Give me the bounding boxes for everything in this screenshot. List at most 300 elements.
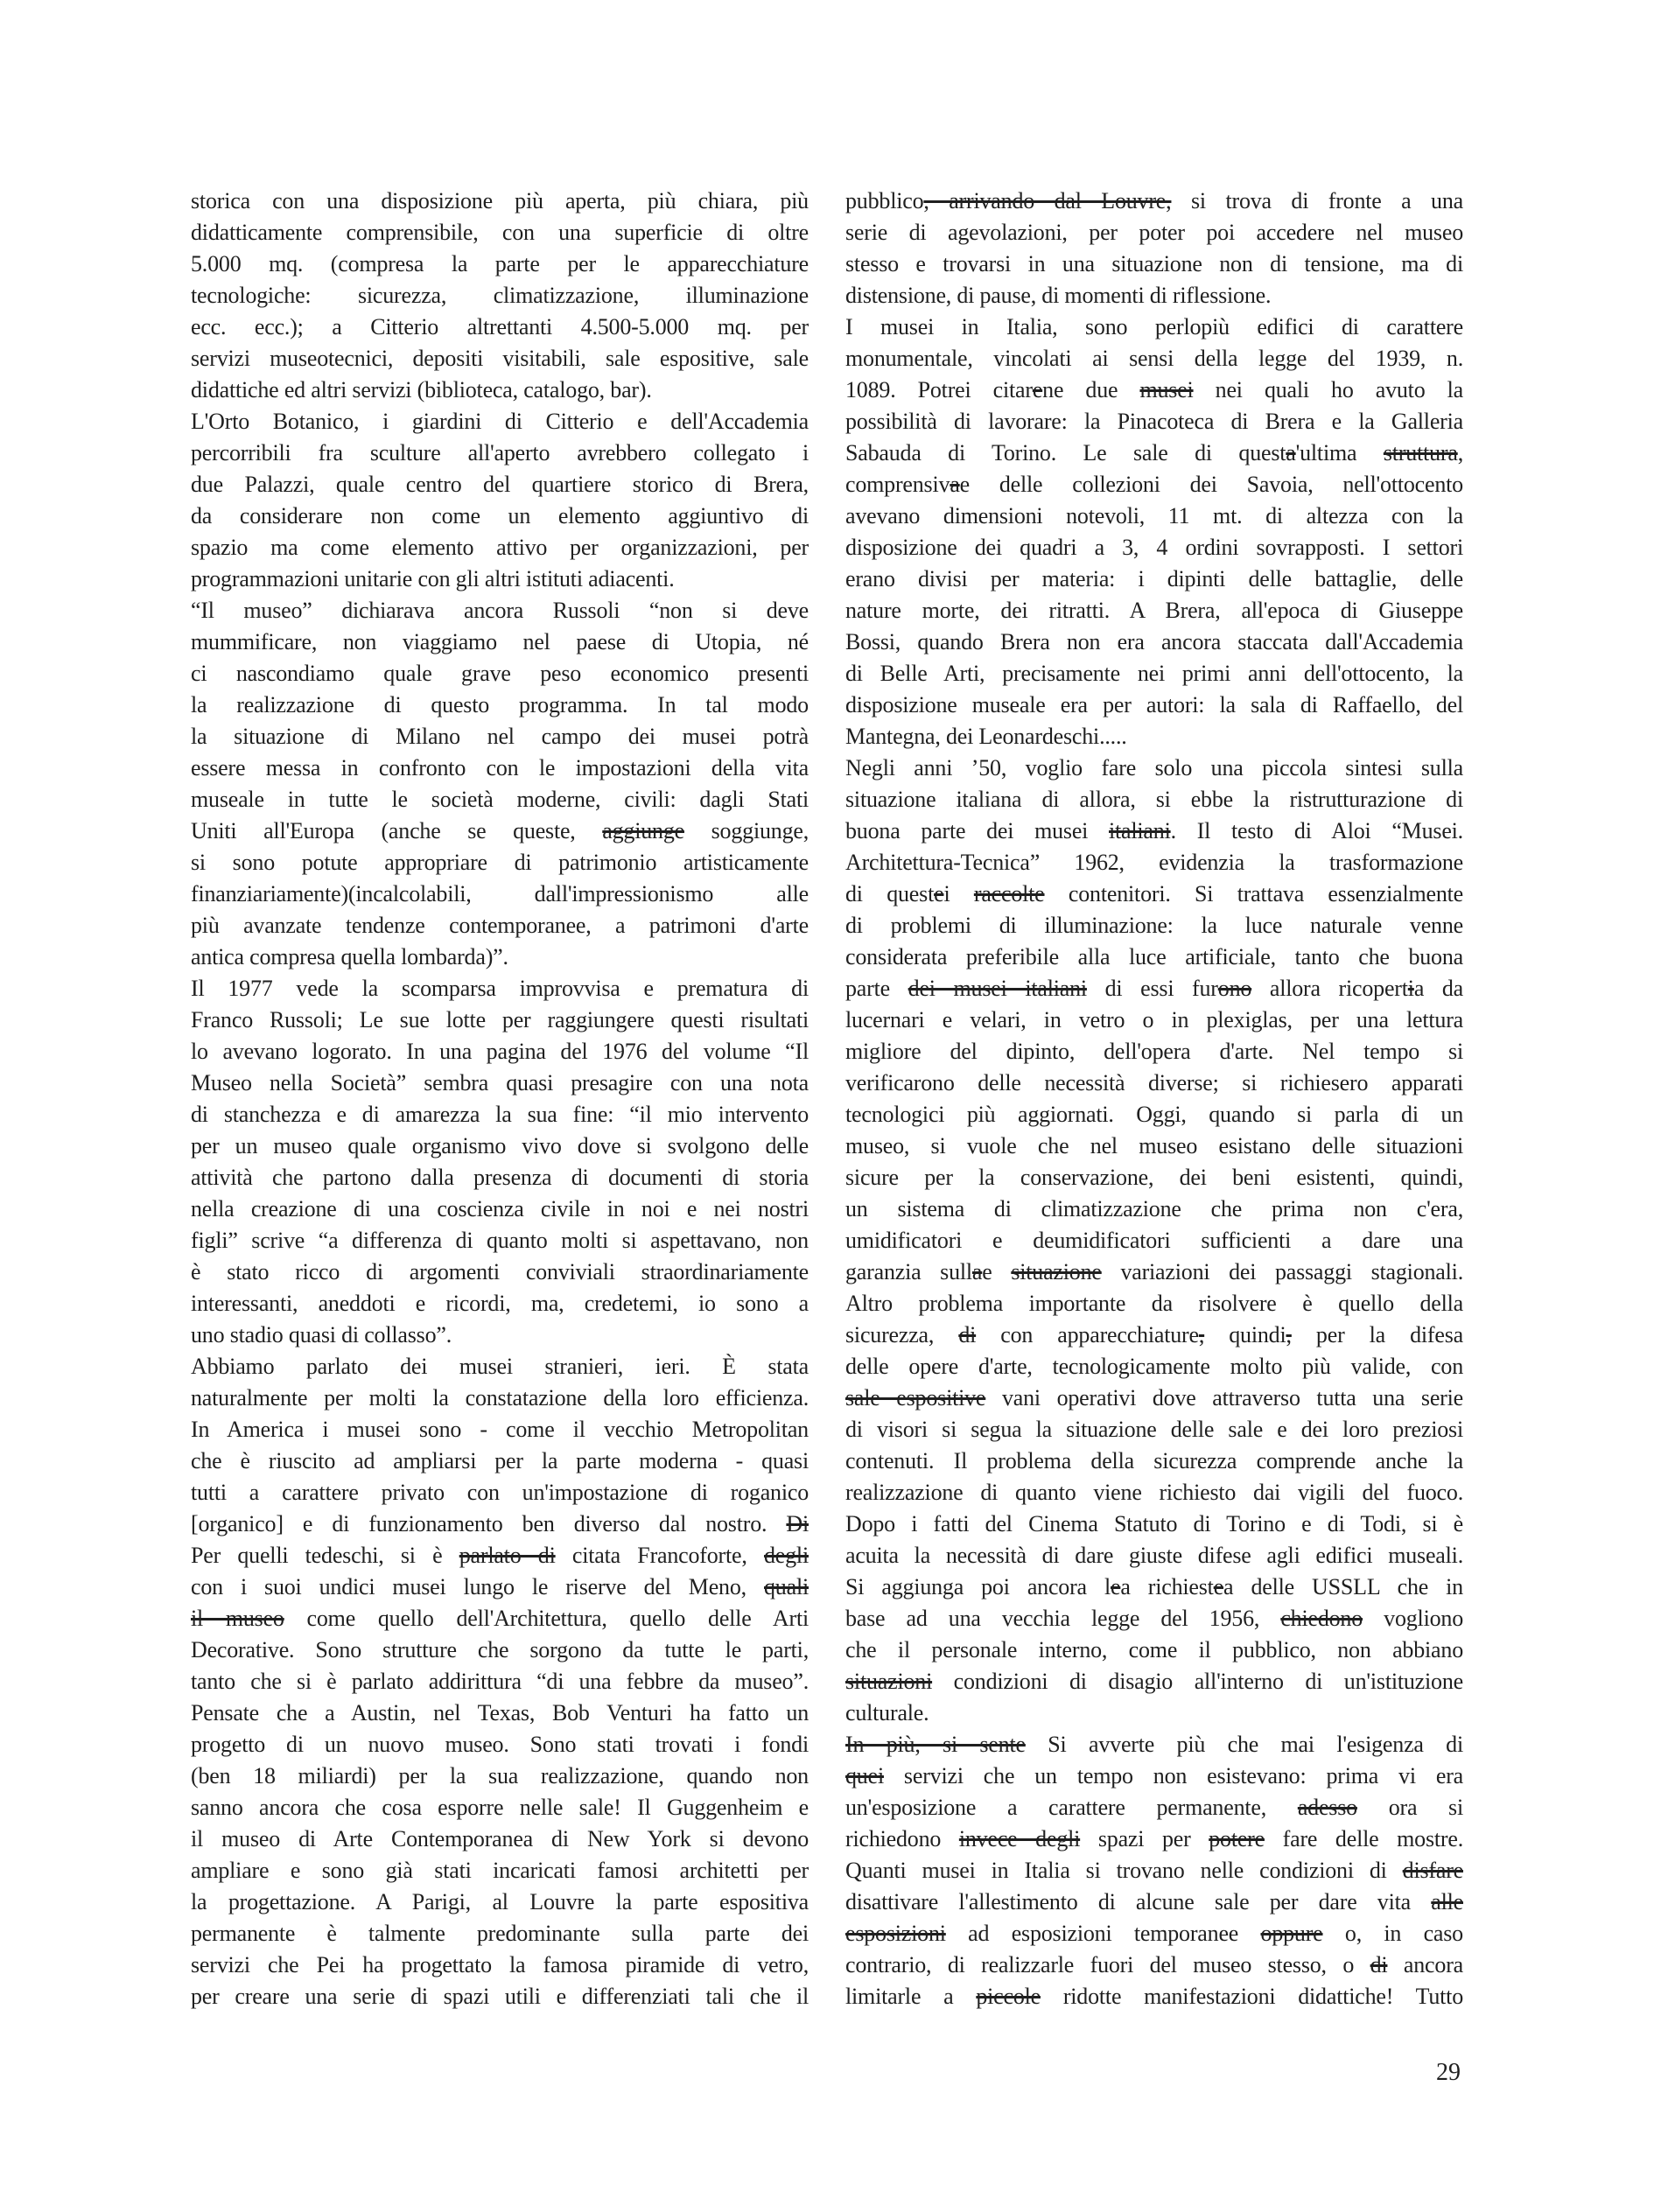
- text-line: [845, 564, 1463, 595]
- text-line: [845, 343, 1463, 374]
- text-segment: nei quali ho avuto la: [1193, 377, 1463, 402]
- text-segment: umidificatori e deumidificatori sufficienti a dare una: [845, 1228, 1463, 1253]
- right-column: [845, 186, 1463, 2012]
- text-segment: base ad una vecchia legge del 1956,: [845, 1606, 1281, 1631]
- struck-text-segment: alle: [1431, 1889, 1463, 1914]
- text-segment: percorribili fra sculture all'aperto avrebbero collegato i: [191, 440, 809, 466]
- text-line: [845, 1288, 1463, 1320]
- text-segment: storica con una disposizione più aperta, più chiara, più: [191, 188, 809, 214]
- text-segment: Si avverte più che mai l'esigenza di: [1025, 1732, 1463, 1757]
- text-line: [191, 406, 809, 438]
- text-line: [845, 658, 1463, 690]
- text-line: [845, 847, 1463, 878]
- text-segment: “Il museo” dichiarava ancora Russoli “non si deve: [191, 598, 809, 623]
- text-line: [845, 973, 1463, 1004]
- text-line: [845, 1320, 1463, 1351]
- text-segment: spazi per: [1080, 1826, 1209, 1852]
- text-line: [191, 532, 809, 564]
- text-line: [845, 532, 1463, 564]
- text-segment: pubblico: [845, 188, 924, 214]
- text-segment: didatticamente comprensibile, con una superficie di oltre: [191, 220, 809, 245]
- text-line: [191, 1351, 809, 1382]
- text-segment: Il 1977 vede la scomparsa improvvisa e prematura di: [191, 976, 809, 1001]
- text-line: [845, 910, 1463, 942]
- text-segment: soggiunge,: [683, 818, 809, 844]
- text-line: [191, 690, 809, 721]
- text-line: [191, 564, 809, 595]
- text-segment: tecnologiche: sicurezza, climatizzazione, illuminazione: [191, 283, 809, 308]
- struck-text-segment: oppure: [1260, 1921, 1323, 1946]
- text-line: [191, 186, 809, 217]
- text-segment: ,: [1457, 440, 1463, 466]
- text-segment: verificarono delle necessità diverse; si richiesero apparati: [845, 1070, 1463, 1096]
- text-segment: si sono potute appropriare di patrimonio artisticamente: [191, 850, 809, 875]
- struck-text-segment: adesso: [1297, 1795, 1357, 1820]
- text-segment: culturale.: [845, 1700, 929, 1726]
- text-segment: fare delle mostre.: [1264, 1826, 1463, 1852]
- text-segment: mummificare, non viaggiamo nel paese di Utopia, né: [191, 629, 809, 654]
- text-line: [845, 1950, 1463, 1981]
- text-line: [845, 1572, 1463, 1603]
- text-line: [191, 1068, 809, 1099]
- text-line: [845, 406, 1463, 438]
- text-line: [191, 1824, 809, 1855]
- text-segment: per un museo quale organismo vivo dove si svolgono delle: [191, 1133, 809, 1158]
- text-line: [845, 752, 1463, 784]
- text-segment: come quello dell'Architettura, quello delle Arti: [284, 1606, 809, 1631]
- text-segment: I musei in Italia, sono perlopiù edifici di carattere: [845, 314, 1463, 340]
- struck-text-segment: esposizioni: [845, 1921, 946, 1946]
- text-segment: Pensate che a Austin, nel Texas, Bob Venturi ha fatto un: [191, 1700, 809, 1726]
- text-segment: museo, si vuole che nel museo esistano delle situazioni: [845, 1133, 1463, 1158]
- struck-text-segment: ,: [1286, 1322, 1292, 1348]
- text-segment: servizi che Pei ha progettato la famosa piramide di vetro,: [191, 1952, 809, 1978]
- text-segment: di problemi di illuminazione: la luce naturale venne: [845, 913, 1463, 938]
- text-line: [191, 1540, 809, 1572]
- text-segment: i: [943, 881, 974, 906]
- text-line: [845, 1477, 1463, 1508]
- text-segment: a delle USSLL che in: [1223, 1574, 1463, 1600]
- text-line: [191, 1162, 809, 1194]
- text-segment: Abbiamo parlato dei musei stranieri, ieri. È stata: [191, 1354, 809, 1379]
- text-segment: richiedono: [845, 1826, 959, 1852]
- text-segment: serie di agevolazioni, per poter poi accedere nel museo: [845, 220, 1463, 245]
- text-line: [845, 878, 1463, 910]
- text-line: [845, 312, 1463, 343]
- text-segment: condizioni di disagio all'interno di un'istituzione: [932, 1669, 1463, 1694]
- text-segment: contrario, di realizzarle fuori del museo stesso, o: [845, 1952, 1370, 1978]
- text-segment: 1089. Potrei citar: [845, 377, 1033, 402]
- text-segment: ancora: [1387, 1952, 1463, 1978]
- text-line: [191, 816, 809, 847]
- text-line: [191, 1698, 809, 1729]
- text-segment: la situazione di Milano nel campo dei musei potrà: [191, 724, 809, 749]
- text-segment: contenitori. Si trattava essenzialmente: [1044, 881, 1464, 906]
- text-line: [191, 1225, 809, 1256]
- text-segment: tutti a carattere privato con un'impostazione di roganico: [191, 1480, 809, 1505]
- struck-text-segment: dei musei italiani: [908, 976, 1087, 1001]
- text-segment: sanno ancora che cosa esporre nelle sale! Il Guggenheim e: [191, 1795, 809, 1820]
- text-segment: distensione, di pause, di momenti di riflessione.: [845, 283, 1272, 308]
- struck-text-segment: italiani: [1109, 818, 1171, 844]
- text-line: [191, 626, 809, 658]
- text-line: [191, 217, 809, 248]
- text-segment: tanto che si è parlato addirittura “di una febbre da museo”.: [191, 1669, 809, 1694]
- text-line: [191, 910, 809, 942]
- text-segment: limitarle a: [845, 1984, 977, 2009]
- text-line: [191, 1981, 809, 2012]
- text-segment: naturalmente per molti la constatazione della loro efficienza.: [191, 1385, 809, 1410]
- text-segment: nature morte, dei ritratti. A Brera, all'epoca di Giuseppe: [845, 598, 1463, 623]
- struck-text-segment: di: [1370, 1952, 1388, 1978]
- text-segment: Quanti musei in Italia si trovano nelle condizioni di: [845, 1858, 1403, 1883]
- text-segment: lo avevano logorato. In una pagina del 1976 del volume “Il: [191, 1039, 809, 1064]
- text-line: [191, 1099, 809, 1130]
- text-segment: a richiest: [1120, 1574, 1214, 1600]
- text-segment: Sabauda di Torino. Le sale di quest: [845, 440, 1286, 466]
- text-segment: programmazioni unitarie con gli altri istituti adiacenti.: [191, 566, 675, 592]
- text-segment: con apparecchiature: [976, 1322, 1199, 1348]
- text-line: [191, 1256, 809, 1288]
- text-segment: che il personale interno, come il pubblico, non abbiano: [845, 1637, 1463, 1662]
- struck-text-segment: situazioni: [845, 1669, 933, 1694]
- struck-text-segment: struttura: [1383, 440, 1458, 466]
- text-segment: di Belle Arti, precisamente nei primi anni dell'ottocento, la: [845, 661, 1463, 686]
- text-segment: didattiche ed altri servizi (biblioteca, catalogo, bar).: [191, 377, 652, 402]
- text-segment: ad esposizioni temporanee: [945, 1921, 1261, 1946]
- text-segment: da considerare non come un elemento aggiuntivo di: [191, 503, 809, 528]
- text-line: [845, 1130, 1463, 1162]
- text-segment: L'Orto Botanico, i giardini di Citterio e dell'Accademia: [191, 409, 809, 434]
- struck-text-segment: invece degli: [958, 1826, 1081, 1852]
- text-segment: stesso e trovarsi in una situazione non di tensione, ma di: [845, 251, 1463, 276]
- text-segment: ridotte manifestazioni didattiche! Tutto: [1040, 1984, 1463, 2009]
- text-line: [845, 1351, 1463, 1382]
- text-segment: disattivare l'allestimento di alcune sale per dare vita: [845, 1889, 1432, 1914]
- text-line: [191, 1036, 809, 1068]
- text-line: [191, 1729, 809, 1760]
- struck-text-segment: sale espositive: [845, 1385, 986, 1410]
- struck-text-segment: parlato di: [459, 1543, 556, 1568]
- text-line: [845, 595, 1463, 626]
- text-line: [845, 1194, 1463, 1225]
- text-line: [845, 469, 1463, 500]
- struck-text-segment: e: [1111, 1574, 1121, 1600]
- text-segment: Per quelli tedeschi, si è: [191, 1543, 459, 1568]
- text-line: [845, 1162, 1463, 1194]
- text-segment: di quest: [845, 881, 935, 906]
- text-segment: figli” scrive “a differenza di quanto molti si aspettavano, non: [191, 1228, 809, 1253]
- text-line: [845, 1855, 1463, 1886]
- text-line: [191, 784, 809, 816]
- text-line: [191, 1603, 809, 1634]
- text-segment: interessanti, aneddoti e ricordi, ma, credetemi, io sono a: [191, 1291, 809, 1316]
- text-line: [191, 343, 809, 374]
- struck-text-segment: i: [1407, 976, 1414, 1001]
- text-segment: un'esposizione a carattere permanente,: [845, 1795, 1298, 1820]
- text-line: [191, 1760, 809, 1792]
- text-segment: delle opere d'arte, tecnologicamente molto più valide, con: [845, 1354, 1463, 1379]
- text-segment: avevano dimensioni notevoli, 11 mt. di altezza con la: [845, 503, 1463, 528]
- text-line: [191, 1634, 809, 1666]
- text-line: [191, 847, 809, 878]
- text-line: [845, 784, 1463, 816]
- text-line: [191, 1414, 809, 1446]
- struck-text-segment: musei: [1139, 377, 1194, 402]
- text-segment: monumentale, vincolati ai sensi della legge del 1939, n.: [845, 346, 1463, 371]
- text-segment: garanzia sull: [845, 1259, 972, 1284]
- struck-text-segment: e: [1032, 377, 1043, 402]
- text-segment: Bossi, quando Brera non era ancora staccata dall'Accademia: [845, 629, 1463, 654]
- text-line: [191, 595, 809, 626]
- struck-text-segment: quei: [845, 1763, 884, 1788]
- text-line: [191, 374, 809, 406]
- text-line: [845, 1508, 1463, 1540]
- text-line: [845, 1886, 1463, 1918]
- text-segment: 5.000 mq. (compresa la parte per le apparecchiature: [191, 251, 809, 276]
- text-line: [845, 1918, 1463, 1950]
- text-line: [191, 1950, 809, 1981]
- text-segment: (ben 18 miliardi) per la sua realizzazione, quando non: [191, 1763, 809, 1788]
- text-line: [191, 752, 809, 784]
- text-line: [845, 217, 1463, 248]
- struck-text-segment: Di: [786, 1511, 809, 1536]
- left-column: [191, 186, 809, 2012]
- text-segment: ci nascondiamo quale grave peso economico presenti: [191, 661, 809, 686]
- text-segment: con i suoi undici musei lungo le riserve del Meno,: [191, 1574, 764, 1600]
- text-segment: sicure per la conservazione, dei beni esistenti, quindi,: [845, 1165, 1463, 1190]
- text-segment: Decorative. Sono strutture che sorgono da tutte le parti,: [191, 1637, 809, 1662]
- text-segment: variazioni dei passaggi stagionali.: [1101, 1259, 1463, 1284]
- text-line: [845, 816, 1463, 847]
- text-segment: citata Francoforte,: [555, 1543, 764, 1568]
- text-segment: è stato ricco di argomenti conviviali straordinariamente: [191, 1259, 809, 1284]
- struck-text-segment: raccolte: [973, 881, 1045, 906]
- text-segment: Architettura-Tecnica” 1962, evidenzia la trasformazione: [845, 850, 1463, 875]
- text-segment: . Il testo di Aloi “Musei.: [1170, 818, 1463, 844]
- text-line: [845, 186, 1463, 217]
- text-segment: allora ricopert: [1251, 976, 1408, 1001]
- text-line: [845, 1760, 1463, 1792]
- text-segment: per la difesa: [1291, 1322, 1463, 1348]
- struck-text-segment: situazione: [1011, 1259, 1102, 1284]
- struck-text-segment: In più, si sente: [845, 1732, 1026, 1757]
- text-line: [845, 1414, 1463, 1446]
- text-segment: progetto di un nuovo museo. Sono stati trovati i fondi: [191, 1732, 809, 1757]
- text-segment: uno stadio quasi di collasso”.: [191, 1322, 452, 1348]
- struck-text-segment: potere: [1209, 1826, 1265, 1852]
- text-line: [845, 1981, 1463, 2012]
- text-segment: disposizione dei quadri a 3, 4 ordini sovrapposti. I settori: [845, 535, 1463, 560]
- text-line: [191, 878, 809, 910]
- text-segment: Franco Russoli; Le sue lotte per raggiungere questi risultati: [191, 1007, 809, 1032]
- text-segment: servizi che un tempo non esistevano: prima vi era: [883, 1763, 1463, 1788]
- text-segment: essere messa in confronto con le impostazioni della vita: [191, 755, 809, 780]
- text-segment: a da: [1413, 976, 1464, 1001]
- text-line: [845, 248, 1463, 280]
- text-line: [191, 1130, 809, 1162]
- struck-text-segment: il museo: [191, 1606, 284, 1631]
- text-line: [845, 1256, 1463, 1288]
- text-line: [191, 1666, 809, 1698]
- text-segment: si trova di fronte a una: [1171, 188, 1463, 214]
- struck-text-segment: e: [934, 881, 944, 906]
- text-segment: la progettazione. A Parigi, al Louvre la parte espositiva: [191, 1889, 809, 1914]
- text-line: [191, 1320, 809, 1351]
- text-segment: considerata preferibile alla luce artificiale, tanto che buona: [845, 944, 1463, 970]
- text-line: [191, 248, 809, 280]
- text-segment: Altro problema importante da risolvere è quello della: [845, 1291, 1463, 1316]
- text-segment: di essi fur: [1086, 976, 1218, 1001]
- text-segment: vani operativi dove attraverso tutta una serie: [985, 1385, 1463, 1410]
- text-line: [191, 658, 809, 690]
- text-line: [845, 690, 1463, 721]
- text-line: [191, 1004, 809, 1036]
- text-segment: ne due: [1042, 377, 1140, 402]
- text-segment: spazio ma come elemento attivo per organizzazioni, per: [191, 535, 809, 560]
- text-line: [191, 721, 809, 752]
- text-segment: permanente è talmente predominante sulla parte dei: [191, 1921, 809, 1946]
- text-segment: Si aggiunga poi ancora l: [845, 1574, 1111, 1600]
- text-segment: attività che partono dalla presenza di documenti di storia: [191, 1165, 809, 1190]
- text-segment: Mantegna, dei Leonardeschi.....: [845, 724, 1127, 749]
- text-segment: ampliare e sono già stati incaricati famosi architetti per: [191, 1858, 809, 1883]
- text-segment: finanziariamente)(incalcolabili, dall'impressionismo alle: [191, 881, 809, 906]
- text-segment: più avanzate tendenze contemporanee, a patrimoni d'arte: [191, 913, 809, 938]
- text-segment: museale in tutte le società moderne, civili: dagli Stati: [191, 787, 809, 812]
- text-segment: o, in caso: [1322, 1921, 1463, 1946]
- text-line: [845, 1792, 1463, 1824]
- text-line: [845, 942, 1463, 973]
- text-segment: sicurezza,: [845, 1322, 959, 1348]
- text-line: [191, 942, 809, 973]
- struck-text-segment: degli: [763, 1543, 809, 1568]
- text-line: [845, 1603, 1463, 1634]
- text-line: [191, 1918, 809, 1950]
- text-line: [191, 1194, 809, 1225]
- text-line: [845, 1446, 1463, 1477]
- text-line: [191, 1886, 809, 1918]
- text-line: [845, 374, 1463, 406]
- text-segment: disposizione museale era per autori: la sala di Raffaello, del: [845, 692, 1463, 718]
- struck-text-segment: a: [950, 472, 960, 497]
- struck-text-segment: a: [1286, 440, 1296, 466]
- text-line: [845, 1729, 1463, 1760]
- text-segment: migliore del dipinto, dell'opera d'arte. Nel tempo si: [845, 1039, 1463, 1064]
- text-segment: Negli anni ’50, voglio fare solo una piccola sintesi sulla: [845, 755, 1463, 780]
- struck-text-segment: ,: [1198, 1322, 1205, 1348]
- text-segment: ecc. ecc.); a Citterio altrettanti 4.500-5.000 mq. per: [191, 314, 809, 340]
- text-line: [191, 1855, 809, 1886]
- text-line: [845, 1698, 1463, 1729]
- text-segment: che è riuscito ad ampliarsi per la parte moderna - quasi: [191, 1448, 809, 1474]
- text-segment: il museo di Arte Contemporanea di New York si devono: [191, 1826, 809, 1852]
- text-segment: ora si: [1356, 1795, 1463, 1820]
- text-line: [845, 1068, 1463, 1099]
- struck-text-segment: chiedono: [1280, 1606, 1363, 1631]
- text-segment: Dopo i fatti del Cinema Statuto di Torino e di Todi, si è: [845, 1511, 1463, 1536]
- text-segment: contenuti. Il problema della sicurezza comprende anche la: [845, 1448, 1463, 1474]
- text-line: [845, 280, 1463, 312]
- text-line: [845, 1382, 1463, 1414]
- text-line: [191, 973, 809, 1004]
- text-segment: tecnologici più aggiornati. Oggi, quando si parla di un: [845, 1102, 1463, 1127]
- text-line: [191, 1288, 809, 1320]
- text-segment: buona parte dei musei: [845, 818, 1109, 844]
- text-segment: un sistema di climatizzazione che prima non c'era,: [845, 1196, 1463, 1222]
- struck-text-segment: disfare: [1402, 1858, 1463, 1883]
- text-line: [845, 721, 1463, 752]
- text-line: [845, 1036, 1463, 1068]
- text-line: [191, 1446, 809, 1477]
- text-segment: servizi museotecnici, depositi visitabili, sale espositive, sale: [191, 346, 809, 371]
- text-line: [191, 312, 809, 343]
- text-line: [845, 1666, 1463, 1698]
- text-line: [845, 500, 1463, 532]
- struck-text-segment: di: [958, 1322, 977, 1348]
- text-line: [845, 1824, 1463, 1855]
- struck-text-segment: aggiunge: [602, 818, 684, 844]
- text-segment: 'ultima: [1295, 440, 1384, 466]
- text-line: [191, 500, 809, 532]
- text-line: [191, 280, 809, 312]
- text-segment: realizzazione di quanto viene richiesto dai vigili del fuoco.: [845, 1480, 1463, 1505]
- text-line: [191, 1792, 809, 1824]
- text-segment: situazione italiana di allora, si ebbe la ristrutturazione di: [845, 787, 1463, 812]
- text-segment: quindi: [1204, 1322, 1286, 1348]
- text-line: [845, 1540, 1463, 1572]
- struck-text-segment: a: [971, 1259, 983, 1284]
- text-segment: due Palazzi, quale centro del quartiere storico di Brera,: [191, 472, 809, 497]
- text-segment: In America i musei sono - come il vecchio Metropolitan: [191, 1417, 809, 1442]
- text-segment: e delle collezioni dei Savoia, nell'ottocento: [959, 472, 1463, 497]
- struck-text-segment: , arrivando dal Louvre,: [923, 188, 1172, 214]
- page-number: 29: [1436, 2059, 1461, 2086]
- struck-text-segment: piccole: [976, 1984, 1041, 2009]
- text-line: [191, 1572, 809, 1603]
- text-line: [191, 1382, 809, 1414]
- text-line: [845, 626, 1463, 658]
- text-segment: [organico] e di funzionamento ben diverso dal nostro.: [191, 1511, 787, 1536]
- text-line: [845, 438, 1463, 469]
- text-line: [191, 1477, 809, 1508]
- text-segment: vogliono: [1363, 1606, 1464, 1631]
- text-line: [845, 1099, 1463, 1130]
- text-segment: parte: [845, 976, 908, 1001]
- text-line: [191, 1508, 809, 1540]
- text-segment: di stanchezza e di amarezza la sua fine: “il mio intervento: [191, 1102, 809, 1127]
- text-segment: possibilità di lavorare: la Pinacoteca di Brera e la Galleria: [845, 409, 1463, 434]
- text-line: [191, 469, 809, 500]
- text-segment: lucernari e velari, in vetro o in plexiglas, per una lettura: [845, 1007, 1463, 1032]
- text-segment: per creare una serie di spazi utili e differenziati tali che il: [191, 1984, 809, 2009]
- text-segment: antica compresa quella lombarda)”.: [191, 944, 508, 970]
- text-segment: la realizzazione di questo programma. In tal modo: [191, 692, 809, 718]
- text-line: [845, 1225, 1463, 1256]
- struck-text-segment: ono: [1217, 976, 1252, 1001]
- text-segment: comprensiv: [845, 472, 950, 497]
- text-segment: nella creazione di una coscienza civile in noi e nei nostri: [191, 1196, 809, 1222]
- text-segment: e: [982, 1259, 1012, 1284]
- text-line: [845, 1634, 1463, 1666]
- text-segment: acuita la necessità di dare giuste difese agli edifici museali.: [845, 1543, 1463, 1568]
- text-segment: Uniti all'Europa (anche se queste,: [191, 818, 603, 844]
- text-line: [191, 438, 809, 469]
- struck-text-segment: quali: [764, 1574, 809, 1600]
- text-line: [845, 1004, 1463, 1036]
- text-segment: erano divisi per materia: i dipinti delle battaglie, delle: [845, 566, 1463, 592]
- struck-text-segment: e: [1213, 1574, 1224, 1600]
